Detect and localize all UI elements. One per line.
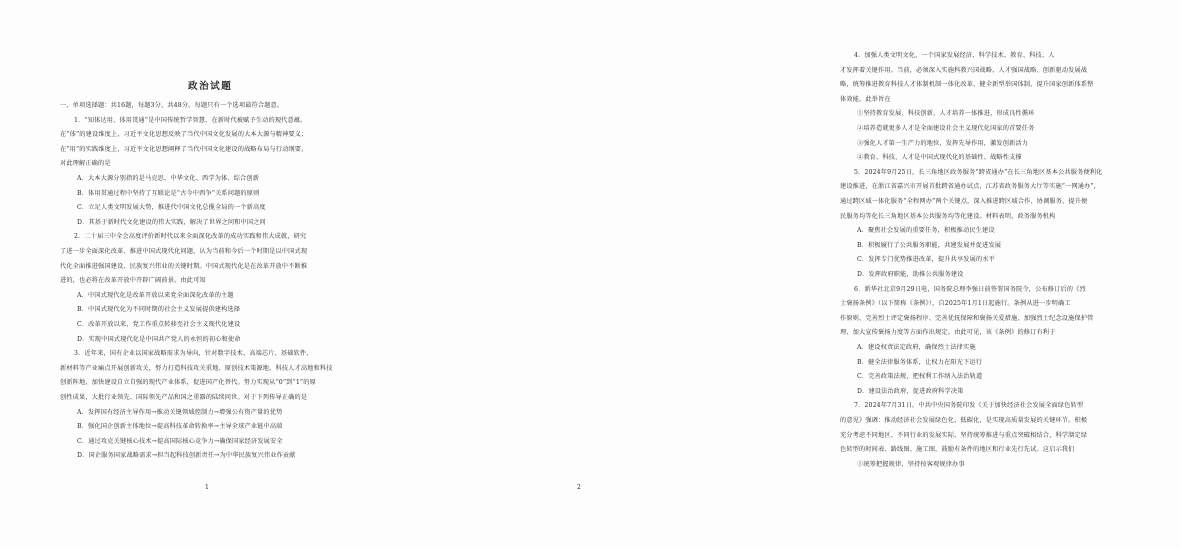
text-line: 略，统筹推进教育科技人才体制机制一体化改革，健全新型举国体制，提升国家创新体系整	[840, 81, 1094, 89]
text-line: ③强化人才第一生产力的地位，发挥先导作用，激发创新活力	[857, 139, 1029, 147]
text-line: 才发挥着关键作用。当前，必须深入实施科教兴国战略、人才强国战略、创新驱动发展战	[840, 66, 1088, 74]
text-line: 4．加强人类文明文化，一个国家发展经济、科学技术、教育、科技、人	[854, 52, 1055, 59]
text-line: 1．“知体达用、体用贯通”是中国传统哲学智慧，在新时代被赋予生动的现代意蕴。	[74, 116, 307, 124]
text-line: A．中国式现代化是改革开放以来党全面深化改革的主题	[77, 291, 234, 299]
text-line: 进的，也必将在改革开放中开辟广阔前景。由此可知	[60, 277, 206, 285]
text-line: C．完善政策法规，把权利工作纳入法治轨道	[857, 373, 983, 381]
text-line: 建设推进，在浙江省嘉兴市开展首批跨省通办试点，江苏省政务服务大厅等实施“一网通办”，	[840, 183, 1101, 191]
text-line: D．实现中国式现代化是中国共产党人的永恒的初心和使命	[77, 335, 241, 343]
text-line: D．国企服务国家战略需求→担当起科技创新责任→为中华民族复兴伟业作贡献	[77, 452, 296, 460]
text-line: C．立足人类文明发展大势，推进代中国文化总揽全局的一个新高度	[77, 204, 266, 212]
text-line: 民服务均等化长三角地区基本公共服务均等化建设。材料表明，政务服务机构	[840, 212, 1056, 220]
text-line: 充分考虑不同地区、不同行业的发展实际，坚持统筹推进与重点突破相结合，科学制定绿	[840, 431, 1088, 439]
text-line: C．发挥专门优势推进改革，提升共享发展的水平	[857, 256, 995, 264]
text-line: B．健全法律服务体系，让权力在阳光下运行	[857, 358, 983, 366]
text-line: ②培养造就更多人才是全面建设社会主义现代化国家的首要任务	[857, 125, 1035, 132]
text-line: 6．新华社北京9月29日电，国务院总理李强日前签署国务院令，公布修订后的《烈	[854, 285, 1086, 293]
text-line: 3．近年来，国有企业以国家战略需求为导向，针对数字技术、高端芯片、基础软件、	[74, 350, 313, 358]
text-line: D．其基于新时代文化建设的伟大实践，解决了世界之问和中国之问	[77, 218, 266, 226]
text-line: B．中国式现代化为不同时期的社会主义发展提供建构选择	[77, 306, 241, 314]
text-line: 代化全面推进强国建设、民族复兴伟业的关键时期。中国式现代化是在改革开放中不断推	[60, 262, 308, 270]
text-line: A．建设权责法定政府，确保烈士法律实施	[857, 344, 976, 351]
text-line: 在“用”的实践维度上，习近平文化思想阐释了当代中国文化建设的战略布局与行动纲要。	[60, 145, 308, 153]
text-line: 体效能。此举旨在	[840, 95, 891, 103]
text-line: 一、单项选择题：共16题，每题3分，共48分。每题只有一个选项最符合题意。	[60, 102, 284, 109]
text-line: ④教育、科技、人才是中国式现代化的基础性、战略性支撑	[857, 154, 1022, 162]
text-line: 新材料等产业痛点开展创新攻关，努力打造科技攻关重地、原创技术策源地、科技人才高地和科技	[60, 364, 333, 372]
text-line: 2．二十届三中全会高度评价新时代以来全面深化改革的成功实践和伟大成就，研究	[74, 233, 307, 241]
text-line: B．体用贯通过程中坚持了互联论是“古今中西争”关系问题的原则	[77, 189, 260, 197]
text-line: 士褒扬条例》（以下简称《条例》），自2025年1月1日起施行。条例从进一步明确工	[840, 300, 1071, 308]
text-line: D．建设法治政府，促进政府科学决策	[857, 387, 964, 395]
text-line: C．改革开放以来，党工作重点转移至社会主义现代化建设	[77, 321, 241, 328]
text-line: ①坚持教育发展、科技创新、人才培养一体推进，形成良性循环	[857, 110, 1035, 118]
text-line: 5．2024年9月25日，长三角地区政务服务“跨省通办”在长三角地区基本公共服务便利化	[854, 168, 1103, 176]
text-line: B．积极履行了公共服务职能，共建发展并促进发展	[857, 241, 1002, 249]
text-line: 7．2024年7月31日，中共中央国务院印发《关于加快经济社会发展全面绿色转型	[854, 402, 1084, 410]
text-line: 理、加大宣传褒扬力度等方面作出规定。由此可见，该《条例》的修订有利于	[840, 329, 1056, 337]
text-line: 的意见》强调：推动经济社会发展绿色化、低碳化，是实现高质量发展的关键环节。积极	[840, 417, 1088, 424]
text-line: D．发挥政府职能，助推公共服务建设	[857, 271, 964, 278]
page-number-left: 1	[205, 484, 209, 491]
text-line: 通过跨区域一体化服务“全程网办”两个关键点，深入推进跨区域合作、协调服务，提升便	[840, 198, 1088, 205]
text-line: 在“体”的建设维度上，习近平文化思想反映了当代中国文化发展的大本大源与精神要义；	[60, 131, 308, 139]
text-line: B．强化国企创新主体地位→提高科技革命转换率→主导全球产业链中高端	[77, 423, 283, 431]
text-line: A．发挥国有经济主导作用→推动关键领域控制力→增强公有资产量的优势	[77, 408, 283, 416]
text-line: 对此理解正确的是	[60, 160, 111, 168]
text-line: 色转型的时间表、路线图、施工图，鼓励有条件的地区和行业先行先试。这启示我们	[840, 446, 1075, 454]
text-line: 作原则、完善烈士评定褒扬程序、完善优抚保障和褒扬关爱措施、加强烈士纪念设施保护管	[840, 314, 1094, 322]
text-line: 创新阵地，加快建设自立自强的现代产业体系，促进国产化替代。努力实现从“0”到“1”的原	[60, 379, 316, 387]
page-left	[0, 0, 397, 549]
text-line: 了进一步全面深化改革、推进中国式现代化问题，认为当前和今后一个时期是以中国式现	[60, 248, 308, 255]
page-number-right: 2	[577, 484, 581, 491]
text-line: C．通过攻克关键核心技术→提高国际核心竞争力→确保国家经济发展安全	[77, 437, 283, 445]
text-line: A．聚焦社会发展的重要任务，积极推动民生建设	[857, 227, 995, 235]
text-line: ①统筹把握规律，坚持按客观规律办事	[857, 460, 965, 468]
text-line: 创性成果，大批行业领先、国际领先产品和国之重器的陆续问世。对于下列传导正确的是	[60, 394, 308, 401]
exam-title: 政治试题	[188, 81, 233, 92]
page-right	[397, 0, 1103, 549]
text-line: A．大本大源分别指的是马克思、中华文化、西学为体、综合创新	[77, 175, 260, 182]
